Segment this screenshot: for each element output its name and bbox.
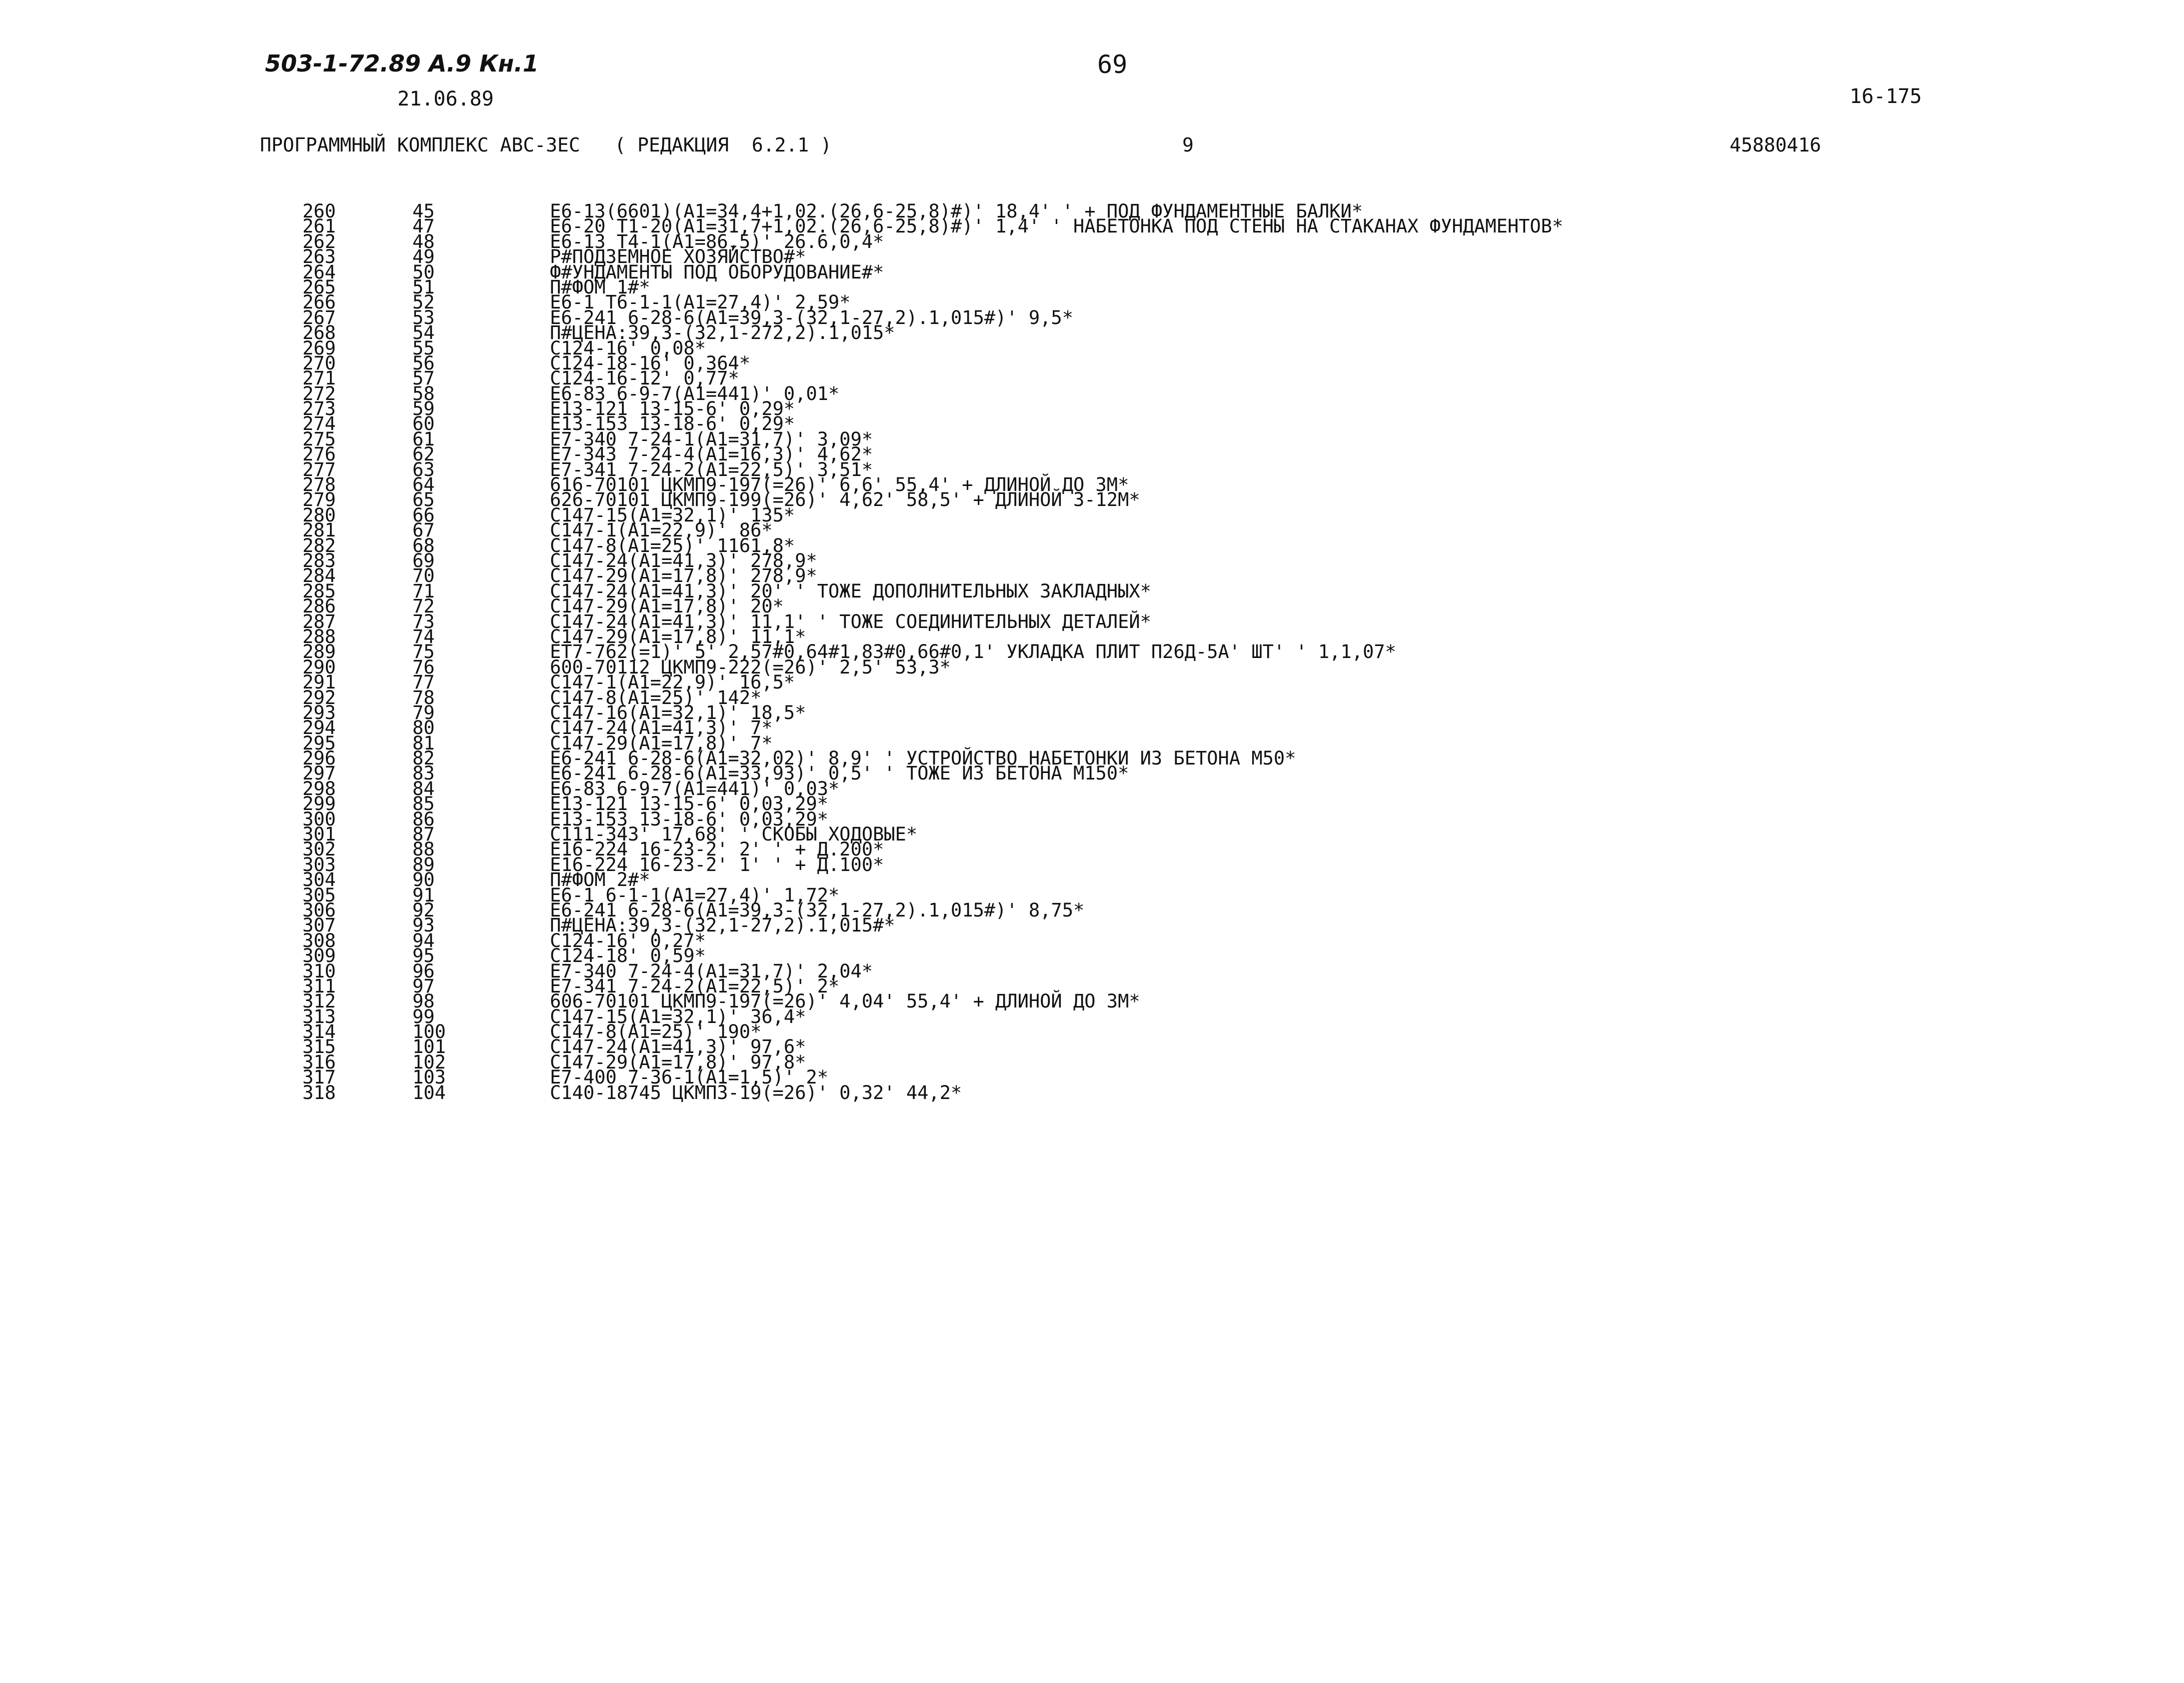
row-line-number: 278 (302, 474, 336, 496)
row-statement: С147-24(А1=41,3)' 11,1' ' ТОЖЕ СОЕДИНИТЕЛЬНЫХ ДЕТАЛЕЙ* (550, 610, 1151, 632)
row-statement: Е6-13(6601)(А1=34,4+1,02.(26,6-25,8)#)' 18,4' ' + ПОД ФУНДАМЕНТНЫЕ БАЛКИ* (550, 200, 1363, 222)
row-line-number: 298 (302, 778, 336, 800)
row-statement: Е6-13 Т4-1(А1=86,5)' 26.6,0,4* (550, 230, 884, 252)
row-statement: 616-70101 ЦКМП9-197(=26)' 6,6' 55,4' + ДЛИНОЙ ДО 3М* (550, 474, 1129, 496)
row-sequence-number: 52 (412, 292, 435, 314)
row-sequence-number: 64 (412, 474, 435, 496)
row-statement: С147-1(А1=22,9)' 16,5* (550, 672, 795, 694)
header-mark: 9 (1182, 134, 1194, 156)
row-sequence-number: 94 (412, 930, 435, 952)
row-line-number: 267 (302, 306, 336, 328)
row-statement: Е7-340 7-24-1(А1=31,7)' 3,09* (550, 428, 873, 450)
row-statement: Е6-83 6-9-7(А1=441)' 0,01* (550, 382, 840, 404)
row-statement: С124-16' 0,27* (550, 930, 706, 952)
row-line-number: 285 (302, 580, 336, 602)
row-line-number: 260 (302, 200, 336, 222)
row-sequence-number: 82 (412, 748, 435, 770)
row-statement: Е6-83 6-9-7(А1=441)' 0,03* (550, 778, 840, 800)
row-sequence-number: 63 (412, 458, 435, 480)
row-statement: Е6-241 6-28-6(А1=39,3-(32,1-27,2).1,015#)' 8,75* (550, 899, 1085, 921)
row-statement: С124-16-12' 0,77* (550, 368, 739, 390)
document-code: 503-1-72.89 А.9 Кн.1 (265, 50, 539, 77)
row-sequence-number: 58 (412, 382, 435, 404)
row-statement: 606-70101 ЦКМП9-197(=26)' 4,04' 55,4' + ДЛИНОЙ ДО 3М* (550, 990, 1140, 1012)
row-statement: П#ФОМ 2#* (550, 869, 650, 891)
row-statement: С147-29(А1=17,8)' 20* (550, 596, 784, 618)
row-sequence-number: 74 (412, 626, 435, 648)
row-sequence-number: 77 (412, 672, 435, 694)
row-sequence-number: 100 (412, 1021, 446, 1043)
row-line-number: 279 (302, 489, 336, 511)
row-sequence-number: 70 (412, 565, 435, 587)
row-statement: С124-18' 0,59* (550, 945, 706, 967)
row-sequence-number: 72 (412, 596, 435, 618)
row-statement: Е6-241 6-28-6(А1=39,3-(32,1-27,2).1,015#)' 9,5* (550, 306, 1073, 328)
row-statement: Е7-343 7-24-4(А1=16,3)' 4,62* (550, 444, 873, 466)
row-line-number: 306 (302, 899, 336, 921)
row-statement: Е6-241 6-28-6(А1=33,93)' 0,5' ' ТОЖЕ ИЗ БЕТОНА М150* (550, 762, 1129, 784)
row-statement: С124-18-16' 0,364* (550, 352, 750, 374)
row-sequence-number: 50 (412, 261, 435, 283)
row-sequence-number: 54 (412, 322, 435, 344)
row-statement: С147-29(А1=17,8)' 97,8* (550, 1051, 806, 1073)
row-statement: С147-15(А1=32,1)' 36,4* (550, 1006, 806, 1028)
row-line-number: 286 (302, 596, 336, 618)
row-line-number: 302 (302, 838, 336, 860)
row-line-number: 266 (302, 292, 336, 314)
row-sequence-number: 66 (412, 504, 435, 526)
program-header: ПРОГРАММНЫЙ КОМПЛЕКС АВС-3ЕС ( РЕДАКЦИЯ 6.2.1 ) (260, 134, 832, 156)
row-line-number: 301 (302, 824, 336, 846)
row-statement: Е13-153 13-18-6' 0,29* (550, 413, 795, 435)
row-statement: Е13-121 13-15-6' 0,29* (550, 398, 795, 420)
row-sequence-number: 83 (412, 762, 435, 784)
row-statement: С147-29(А1=17,8)' 7* (550, 732, 773, 754)
row-statement: Е6-20 Т1-20(А1=31,7+1,02.(26,6-25,8)#)' 1,4' ' НАБЕТОНКА ПОД СТЕНЫ НА СТАКАНАХ ФУНДАМЕНТОВ* (550, 216, 1564, 238)
row-line-number: 275 (302, 428, 336, 450)
row-line-number: 264 (302, 261, 336, 283)
page-number: 69 (1097, 50, 1128, 79)
row-statement: Е16-224 16-23-2' 1' ' + Д.100* (550, 854, 884, 876)
row-line-number: 293 (302, 702, 336, 724)
row-line-number: 287 (302, 610, 336, 632)
row-statement: Е6-1 6-1-1(А1=27,4)' 1,72* (550, 884, 840, 906)
row-sequence-number: 53 (412, 306, 435, 328)
row-line-number: 317 (302, 1066, 336, 1088)
row-statement: С111-343' 17,68' ' СКОБЫ ХОДОВЫЕ* (550, 824, 918, 846)
row-sequence-number: 88 (412, 838, 435, 860)
row-statement: Е7-340 7-24-4(А1=31,7)' 2,04* (550, 960, 873, 982)
row-line-number: 312 (302, 990, 336, 1012)
row-line-number: 270 (302, 352, 336, 374)
row-sequence-number: 56 (412, 352, 435, 374)
row-sequence-number: 62 (412, 444, 435, 466)
row-statement: С147-29(А1=17,8)' 11,1* (550, 626, 806, 648)
row-line-number: 289 (302, 641, 336, 663)
row-line-number: 297 (302, 762, 336, 784)
row-sequence-number: 51 (412, 276, 435, 298)
row-sequence-number: 96 (412, 960, 435, 982)
row-statement: Ф#УНДАМЕНТЫ ПОД ОБОРУДОВАНИЕ#* (550, 261, 884, 283)
row-statement: Е7-341 7-24-2(А1=22,5)' 2* (550, 975, 840, 997)
document-date: 21.06.89 (397, 88, 494, 110)
row-sequence-number: 65 (412, 489, 435, 511)
row-line-number: 299 (302, 793, 336, 815)
row-sequence-number: 104 (412, 1082, 446, 1104)
row-statement: 600-70112 ЦКМП9-222(=26)' 2,5' 53,3* (550, 656, 951, 678)
row-statement: С147-8(А1=25)' 142* (550, 686, 762, 708)
row-line-number: 294 (302, 717, 336, 739)
row-line-number: 296 (302, 748, 336, 770)
row-sequence-number: 69 (412, 550, 435, 572)
row-sequence-number: 90 (412, 869, 435, 891)
sheet-reference: 16-175 (1850, 85, 1922, 108)
row-sequence-number: 71 (412, 580, 435, 602)
row-sequence-number: 87 (412, 824, 435, 846)
row-line-number: 295 (302, 732, 336, 754)
row-line-number: 277 (302, 458, 336, 480)
row-statement: С147-24(А1=41,3)' 7* (550, 717, 773, 739)
row-sequence-number: 97 (412, 975, 435, 997)
row-line-number: 303 (302, 854, 336, 876)
row-sequence-number: 75 (412, 641, 435, 663)
row-sequence-number: 68 (412, 534, 435, 556)
row-line-number: 292 (302, 686, 336, 708)
row-statement: П#ЦЕНА:39,3-(32,1-272,2).1,015* (550, 322, 895, 344)
row-statement: Е13-153 13-18-6' 0,03,29* (550, 808, 828, 830)
row-sequence-number: 85 (412, 793, 435, 815)
row-sequence-number: 59 (412, 398, 435, 420)
listing (0, 200, 2184, 1104)
row-line-number: 288 (302, 626, 336, 648)
row-line-number: 273 (302, 398, 336, 420)
row-line-number: 318 (302, 1082, 336, 1104)
row-sequence-number: 91 (412, 884, 435, 906)
row-sequence-number: 89 (412, 854, 435, 876)
row-statement: П#ФОМ 1#* (550, 276, 650, 298)
row-statement: Е16-224 16-23-2' 2' ' + Д.200* (550, 838, 884, 860)
row-statement: С147-29(А1=17,8)' 278,9* (550, 565, 817, 587)
row-statement: С124-16' 0,08* (550, 337, 706, 359)
row-line-number: 311 (302, 975, 336, 997)
row-statement: Е6-241 6-28-6(А1=32,02)' 8,9' ' УСТРОЙСТВО НАБЕТОНКИ ИЗ БЕТОНА М50* (550, 748, 1296, 770)
row-line-number: 261 (302, 216, 336, 238)
row-line-number: 307 (302, 914, 336, 936)
row-line-number: 316 (302, 1051, 336, 1073)
row-sequence-number: 67 (412, 520, 435, 542)
listing-row (0, 1082, 2184, 1104)
row-statement: Е7-400 7-36-1(А1=1,5)' 2* (550, 1066, 828, 1088)
row-sequence-number: 80 (412, 717, 435, 739)
row-line-number: 262 (302, 230, 336, 252)
row-statement: С147-24(А1=41,3)' 20' ' ТОЖЕ ДОПОЛНИТЕЛЬНЫХ ЗАКЛАДНЫХ* (550, 580, 1151, 602)
row-sequence-number: 99 (412, 1006, 435, 1028)
row-line-number: 271 (302, 368, 336, 390)
row-sequence-number: 81 (412, 732, 435, 754)
row-sequence-number: 57 (412, 368, 435, 390)
row-sequence-number: 47 (412, 216, 435, 238)
row-sequence-number: 103 (412, 1066, 446, 1088)
row-statement: Е6-1 Т6-1-1(А1=27,4)' 2,59* (550, 292, 851, 314)
row-line-number: 310 (302, 960, 336, 982)
row-statement: С140-18745 ЦКМП3-19(=26)' 0,32' 44,2* (550, 1082, 962, 1104)
row-line-number: 265 (302, 276, 336, 298)
row-statement: С147-8(А1=25)' 1161,8* (550, 534, 795, 556)
row-line-number: 291 (302, 672, 336, 694)
row-line-number: 263 (302, 246, 336, 268)
row-line-number: 280 (302, 504, 336, 526)
row-statement: С147-8(А1=25)' 190* (550, 1021, 762, 1043)
row-line-number: 315 (302, 1036, 336, 1058)
row-statement: Р#ПОДЗЕМНОЕ ХОЗЯЙСТВО#* (550, 246, 806, 268)
row-line-number: 305 (302, 884, 336, 906)
row-sequence-number: 92 (412, 899, 435, 921)
row-sequence-number: 86 (412, 808, 435, 830)
row-sequence-number: 76 (412, 656, 435, 678)
row-sequence-number: 61 (412, 428, 435, 450)
row-sequence-number: 102 (412, 1051, 446, 1073)
row-line-number: 309 (302, 945, 336, 967)
row-line-number: 282 (302, 534, 336, 556)
row-statement: С147-24(А1=41,3)' 278,9* (550, 550, 817, 572)
row-statement: С147-15(А1=32,1)' 135* (550, 504, 795, 526)
row-line-number: 304 (302, 869, 336, 891)
row-sequence-number: 73 (412, 610, 435, 632)
row-line-number: 314 (302, 1021, 336, 1043)
row-statement: Е13-121 13-15-6' 0,03,29* (550, 793, 828, 815)
row-statement: С147-1(А1=22,9)' 86* (550, 520, 773, 542)
row-line-number: 274 (302, 413, 336, 435)
row-line-number: 281 (302, 520, 336, 542)
row-sequence-number: 49 (412, 246, 435, 268)
row-line-number: 308 (302, 930, 336, 952)
row-sequence-number: 93 (412, 914, 435, 936)
row-line-number: 313 (302, 1006, 336, 1028)
row-sequence-number: 98 (412, 990, 435, 1012)
row-line-number: 268 (302, 322, 336, 344)
row-sequence-number: 60 (412, 413, 435, 435)
row-sequence-number: 79 (412, 702, 435, 724)
row-statement: Е7-341 7-24-2(А1=22,5)' 3,51* (550, 458, 873, 480)
row-line-number: 290 (302, 656, 336, 678)
row-line-number: 269 (302, 337, 336, 359)
row-statement: С147-16(А1=32,1)' 18,5* (550, 702, 806, 724)
document-id: 45880416 (1730, 134, 1822, 156)
row-statement: 626-70101 ЦКМП9-199(=26)' 4,62' 58,5' + ДЛИНОЙ 3-12М* (550, 489, 1140, 511)
row-statement: П#ЦЕНА:39,3-(32,1-27,2).1,015#* (550, 914, 895, 936)
row-line-number: 272 (302, 382, 336, 404)
row-line-number: 284 (302, 565, 336, 587)
row-line-number: 276 (302, 444, 336, 466)
row-line-number: 283 (302, 550, 336, 572)
row-sequence-number: 84 (412, 778, 435, 800)
row-sequence-number: 78 (412, 686, 435, 708)
row-statement: ЕТ7-762(=1)' 5' 2,57#0,64#1,83#0,66#0,1' УКЛАДКА ПЛИТ П26Д-5А' ШТ' ' 1,1,07* (550, 641, 1396, 663)
row-statement: С147-24(А1=41,3)' 97,6* (550, 1036, 806, 1058)
row-sequence-number: 48 (412, 230, 435, 252)
row-sequence-number: 95 (412, 945, 435, 967)
row-line-number: 300 (302, 808, 336, 830)
row-sequence-number: 55 (412, 337, 435, 359)
row-sequence-number: 45 (412, 200, 435, 222)
row-sequence-number: 101 (412, 1036, 446, 1058)
